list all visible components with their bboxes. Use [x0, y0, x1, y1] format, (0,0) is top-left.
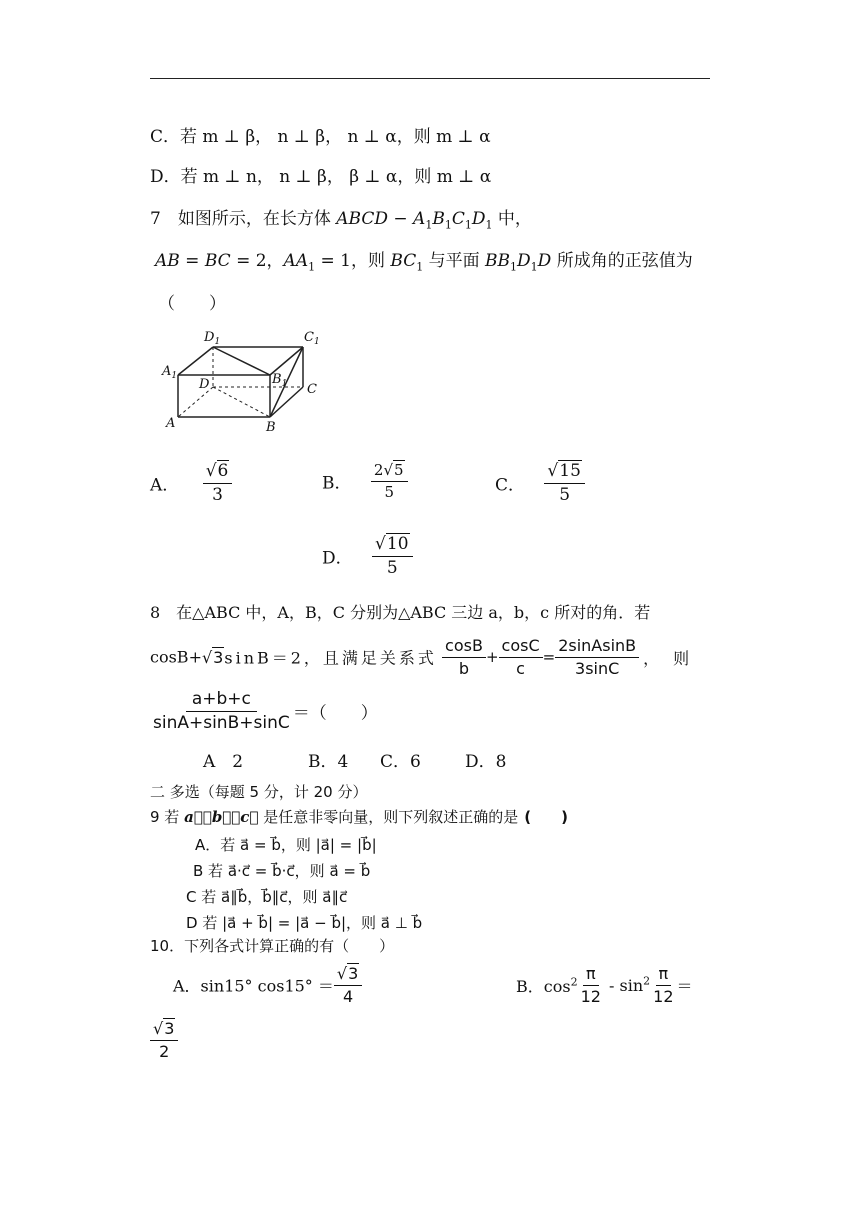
label-d: D	[199, 377, 210, 392]
q7-option-a: A． $\frac{√6}{3}$	[150, 462, 232, 504]
label-c: C	[307, 382, 317, 397]
q7-option-b: B． $\frac{2√5}{5}$	[322, 462, 408, 500]
q9-option-b: B 若 a⃗·c⃗ = b⃗·c⃗，则 a⃗ = b⃗	[193, 862, 371, 880]
header-rule	[150, 78, 710, 79]
section-heading: 二 多选（每题 5 分，计 20 分）	[150, 783, 368, 801]
q10-stem: 10．下列各式计算正确的有（ ）	[150, 937, 395, 955]
q8-option-b: B．4	[308, 752, 349, 772]
q7-option-c: C． $\frac{√15}{5}$	[495, 462, 585, 504]
q7-stem-line2: AB = BC = 2，$AA_1 = 1$，则 $BC_1$ 与平面 $BB_1D_1D$ 所成角的正弦值为	[155, 251, 693, 274]
label-b: B	[266, 420, 276, 435]
label-b1: $B_1$	[272, 372, 288, 389]
cuboid-figure	[158, 325, 328, 435]
q7-answer-paren: （ ）	[158, 294, 226, 314]
q9-option-a: A．若 a⃗ = b⃗，则 |a⃗| = |b⃗|	[195, 836, 377, 854]
q9-option-d: D 若 |a⃗ + b⃗| = |a⃗ − b⃗|，则 a⃗ ⊥ b⃗	[186, 914, 423, 932]
q8-stem-line3: $\frac{a+b+c}{\sin A+\sin B+\sin C}$ ＝（ ）	[153, 689, 378, 733]
label-c1: $C_1$	[304, 330, 320, 347]
q10-option-b: B．$\cos^2$ $\frac{\pi}{12}$ - $\sin^2$ $\frac{\pi}{12}$ ＝	[516, 964, 693, 1006]
q6-option-c: C．若 m ⊥ β， n ⊥ β， n ⊥ α，则 m ⊥ α	[150, 127, 491, 147]
q6-option-d: D．若 m ⊥ n， n ⊥ β， β ⊥ α，则 m ⊥ α	[150, 167, 492, 187]
q7-option-d: D． $\frac{√10}{5}$	[322, 535, 413, 577]
label-a: A	[166, 416, 176, 431]
q8-stem-line1: 8 在△ABC 中，A，B，C 分别为△ABC 三边 a，b，c 所对的角．若	[150, 603, 651, 622]
q10-option-a: A．sin15° cos15° ＝ $\frac{√3}{4}$	[173, 965, 362, 1005]
q10-option-b-result: $\frac{√3}{2}$	[150, 1020, 178, 1060]
q9-option-c: C 若 a⃗∥b⃗，b⃗∥c⃗，则 a⃗∥c⃗	[186, 888, 348, 906]
q9-stem: 9 若 a⃗，b⃗，c⃗ 是任意非零向量，则下列叙述正确的是 ( )	[150, 808, 568, 826]
label-d1: $D_1$	[204, 330, 221, 347]
label-a1: $A_1$	[162, 364, 178, 381]
q8-stem-line2: cosB+√3sinB＝2，且满足关系式 $\frac{\cos B}{b}$ + $\frac{\cos C}{c}$ = $\frac{\text{2sinAsinB}}{3\sin C}$ ，则	[150, 636, 704, 678]
q8-option-c: C．6	[380, 752, 421, 772]
q7-stem-line1: 7 如图所示，在长方体 ABCD − $A_1B_1C_1D_1$ 中，	[150, 209, 532, 232]
q8-option-d: D．8	[465, 752, 507, 772]
q8-option-a: A 2	[203, 752, 244, 772]
